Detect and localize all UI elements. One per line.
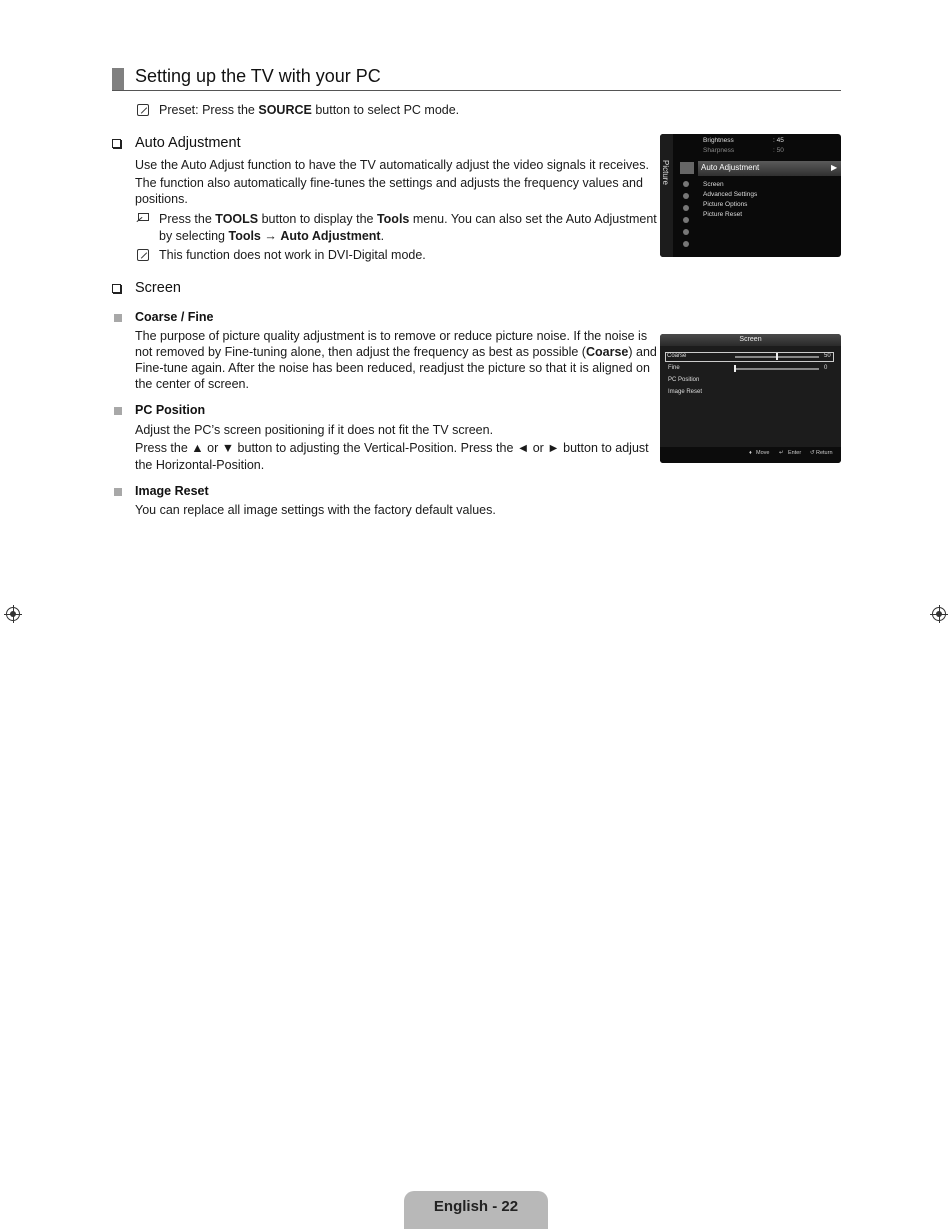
osd-footer-enter: Enter: [788, 450, 802, 456]
section-box-icon: [112, 139, 121, 148]
picture-icon: [680, 162, 694, 174]
osd-sharpness-value: : 50: [773, 147, 784, 154]
osd-fine-value: 0: [824, 365, 828, 371]
osd-brightness-label: Brightness: [703, 137, 734, 144]
osd-footer-move: Move: [756, 450, 770, 456]
auto-adjustment-line2: The function also automatically fine-tunes the settings and adjusts the frequency values and: [135, 176, 643, 190]
auto-adjustment-heading: Auto Adjustment: [135, 135, 241, 151]
channel-icon: [683, 193, 689, 199]
dvi-note: This function does not work in DVI-Digital mode.: [159, 248, 426, 262]
coarse-fine-heading: Coarse / Fine: [135, 310, 214, 324]
bullet-square-icon: [114, 314, 122, 322]
bullet-square-icon: [114, 407, 122, 415]
screen-menu-screenshot: [660, 334, 841, 463]
note-icon: [137, 104, 149, 116]
enter-icon: ↵: [779, 450, 784, 456]
bullet-square-icon: [114, 488, 122, 496]
preset-note: Preset: Press the SOURCE button to select PC mode.: [159, 103, 460, 117]
tools-icon: [136, 213, 150, 225]
osd-side-label: Picture: [661, 160, 670, 185]
fine-slider: [735, 368, 819, 370]
osd-pc-position: PC Position: [668, 377, 700, 383]
move-icon: ♦: [749, 450, 752, 456]
note-icon: [137, 249, 149, 261]
image-reset-line1: You can replace all image settings with the factory default values.: [135, 503, 496, 517]
osd-screen-title: Screen: [660, 334, 841, 346]
osd-coarse-label: Coarse: [667, 353, 687, 359]
pc-position-heading: PC Position: [135, 403, 206, 417]
coarse-fine-line3: Fine-tune again. After the noise has been reduced, readjust the picture so that it is aligned on: [135, 361, 650, 375]
support-icon: [683, 241, 689, 247]
setup-icon: [683, 205, 689, 211]
coarse-fine-line4: the center of screen.: [135, 377, 249, 391]
coarse-slider-thumb: [776, 353, 778, 360]
coarse-fine-line2: not removed by Fine-tuning alone, then adjust the frequency as best as possible (Coarse) and: [135, 345, 657, 359]
registration-mark-icon: [932, 607, 946, 621]
page-title: Setting up the TV with your PC: [135, 66, 381, 86]
pc-position-line3: the Horizontal-Position.: [135, 458, 265, 472]
title-accent-bar: [112, 68, 124, 90]
fine-slider-thumb: [734, 365, 736, 372]
screen-heading: Screen: [135, 280, 181, 296]
osd-sharpness-label: Sharpness: [703, 147, 735, 154]
osd-brightness-value: : 45: [773, 137, 784, 144]
page-number-tab: English - 22: [404, 1191, 548, 1229]
auto-adjustment-line3: positions.: [135, 192, 188, 206]
tools-note-line2: by selecting Tools → Auto Adjustment.: [159, 229, 385, 243]
section-box-icon: [112, 284, 121, 293]
pc-position-line2: Press the ▲ or ▼ button to adjusting the Vertical-Position. Press the ◄ or ► button to adjust: [135, 441, 649, 455]
osd-footer-return: Return: [816, 450, 833, 456]
osd-item-picture-options: Picture Options: [703, 201, 748, 208]
osd-selected-item: Auto Adjustment: [701, 163, 760, 172]
title-rule: [112, 90, 841, 91]
auto-adjustment-line1: Use the Auto Adjust function to have the TV automatically adjust the video signals it receives.: [135, 158, 649, 172]
input-icon: [683, 217, 689, 223]
registration-mark-icon: [6, 607, 20, 621]
osd-item-advanced-settings: Advanced Settings: [703, 191, 758, 198]
image-reset-heading: Image Reset: [135, 484, 209, 498]
osd-item-picture-reset: Picture Reset: [703, 211, 743, 218]
application-icon: [683, 229, 689, 235]
picture-menu-screenshot: [660, 134, 841, 257]
osd-side-bar: [660, 134, 673, 257]
osd-footer: [660, 447, 841, 463]
osd-image-reset: Image Reset: [668, 389, 703, 395]
pc-position-line1: Adjust the PC’s screen positioning if it does not fit the TV screen.: [135, 423, 494, 437]
tools-note-line1: Press the TOOLS button to display the Tools menu. You can also set the Auto Adjustment: [159, 212, 657, 226]
coarse-fine-line1: The purpose of picture quality adjustment is to remove or reduce picture noise. If the noise is: [135, 329, 648, 343]
osd-fine-label: Fine: [668, 365, 680, 371]
osd-coarse-value: 50: [824, 353, 831, 359]
chevron-right-icon: ▶: [831, 163, 838, 172]
osd-item-screen: Screen: [703, 181, 724, 188]
sound-icon: [683, 181, 689, 187]
return-icon: ↺: [810, 450, 815, 456]
